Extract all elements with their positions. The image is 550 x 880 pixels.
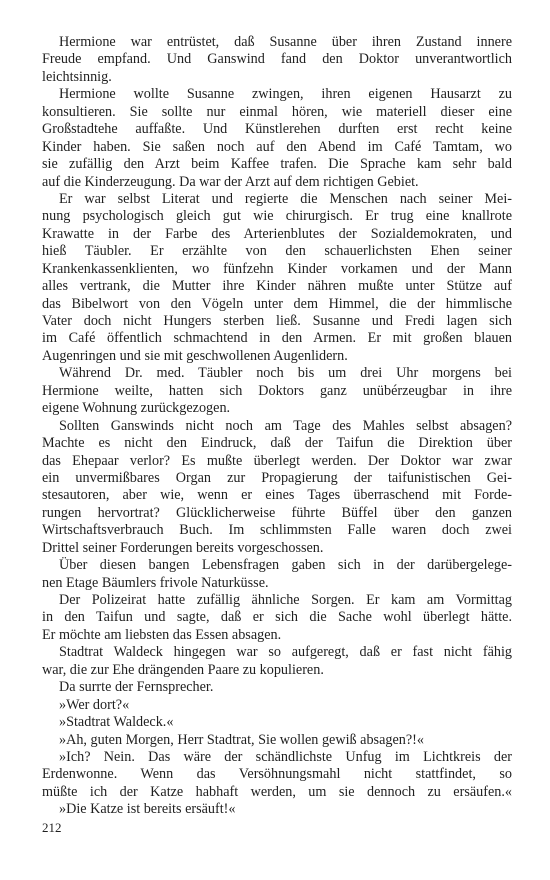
text-line: das Bibelwort von den Vögeln unter dem Himmel, die der himmlische (42, 295, 512, 312)
text-line: »Ich? Nein. Das wäre der schändlichste Unfug im Lichtkreis der (59, 748, 512, 765)
text-line: alles vertrank, die Mutter ihre Kinder nähren mußte unter Stütze auf (42, 278, 512, 295)
text-line: Über diesen bangen Lebensfragen gaben sich in der darübergelege- (59, 557, 512, 574)
text-line: Großstadtehe auffaßte. Und Künstlerehen durften erst recht keine (42, 121, 512, 138)
text-line: Hermione war entrüstet, daß Susanne über ihren Zustand innere (59, 34, 512, 50)
text-line: »Stadtrat Waldeck.« (59, 714, 174, 731)
text-line: Krawatte in der Farbe des Arterienblutes der Sozialdemokraten, und (42, 225, 512, 242)
text-line: Drittel seiner Forderungen bereits vorgeschossen. (42, 539, 324, 556)
text-line: rungen hervortrat? Glücklicherweise führte Büffel über den ganzen (42, 504, 512, 521)
text-line: Da surrte der Fernsprecher. (59, 679, 214, 696)
text-line: eigene Wohnung zurückgezogen. (42, 400, 231, 417)
text-line: Der Polizeirat hatte zufällig ähnliche Sorgen. Er kam am Vormittag (59, 592, 512, 608)
text-line: Hermione wollte Susanne zwingen, ihren eigenen Hausarzt zu (59, 86, 512, 103)
text-line: »Die Katze ist bereits ersäuft!« (59, 801, 236, 818)
text-line: ein unvermißbares Organ zur Propagierung der taifunistischen Gei- (42, 469, 512, 486)
text-line: »Wer dort?« (59, 696, 130, 713)
text-line: Krankenkassenklienten, wo fünfzehn Kinder vorkamen und der Mann (42, 260, 512, 277)
text-line: sie zufällig den Arzt beim Kaffee trafen. Die Sprache kam sehr bald (42, 156, 512, 173)
text-line: war, die zur Ehe drängenden Paare zu kopulieren. (42, 661, 324, 678)
text-line: hieß Täubler. Er erzählte von den schauerlichsten Ehen seiner (42, 243, 512, 260)
text-line: in den Taifun und sagte, daß er sich die Sache wohl überlegt hätte. (42, 609, 512, 626)
text-line: Während Dr. med. Täubler noch bis um drei Uhr morgens bei (59, 365, 512, 382)
page-number: 212 (42, 820, 62, 835)
text-line: Freude empfand. Und Ganswind fand den Doktor unverantwortlich (42, 51, 512, 68)
text-line: Sollten Ganswinds nicht noch am Tage des Mahles selbst absagen? (59, 417, 512, 434)
text-line: nung psychologisch gleich gut wie chirurgisch. Er trug eine knallrote (42, 208, 512, 225)
text-line: das Ehepaar verlor? Es mußte überlegt werden. Der Doktor war zwar (42, 452, 512, 469)
text-line: nen Etage Bäumlers frivole Naturküsse. (42, 574, 269, 591)
text-line: Wirtschaftsverbrauch Buch. Im schlimmsten Falle waren doch zwei (42, 522, 512, 539)
text-line: Augenringen und sie mit geschwollenen Augenlidern. (42, 347, 348, 364)
text-line: stesautoren, aber wie, wenn er eines Tages überraschend mit Forde- (42, 487, 512, 504)
text-line: Erdenwonne. Wenn das Versöhnungsmahl nicht stattfindet, so (42, 766, 512, 783)
text-line: Hermione weilte, hatten sich Doktors ganz unübérzeugbar in ihre (42, 382, 512, 399)
text-line: müßte ich der Katze habhaft werden, um sie dennoch zu ersäufen.« (42, 783, 512, 800)
text-line: »Ah, guten Morgen, Herr Stadtrat, Sie wollen gewiß absagen?!« (59, 731, 424, 748)
text-line: Stadtrat Waldeck hingegen war so aufgeregt, daß er fast nicht fähig (59, 644, 512, 661)
text-line: Kinder haben. Sie saßen noch auf den Abend im Café Tamtam, wo (42, 138, 512, 155)
text-line: Vater doch nicht Hungers sterben ließ. Susanne und Fredi lagen sich (42, 313, 512, 329)
text-line: konsultieren. Sie sollte nur einmal hören, wie materiell dieser eine (42, 103, 512, 120)
text-line: Machte es nicht den Eindruck, daß der Taifun die Direktion über (42, 435, 512, 452)
text-line: im Café öffentlich schmachtend in den Armen. Er mit großen blauen (42, 330, 512, 347)
text-line: Er möchte am liebsten das Essen absagen. (42, 626, 282, 643)
text-line: leichtsinnig. (42, 68, 112, 85)
text-line: Er war selbst Literat und regierte die Menschen nach seiner Mei- (59, 190, 512, 207)
page-text (42, 34, 512, 819)
text-line: auf die Kinderzeugung. Da war der Arzt auf dem richtigen Gebiet. (42, 173, 419, 190)
